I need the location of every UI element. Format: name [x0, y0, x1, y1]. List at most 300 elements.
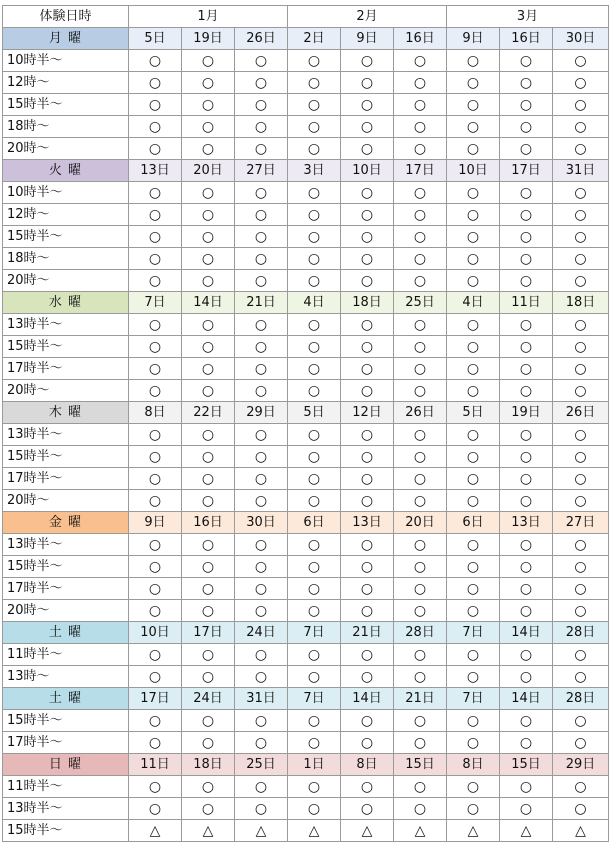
weekday-label: 土 曜 — [3, 622, 129, 644]
availability-mark: ○ — [394, 468, 447, 490]
day-row — [3, 512, 609, 534]
time-slot-label: 11時半～ — [3, 776, 129, 798]
time-slot-label: 15時半～ — [3, 446, 129, 468]
date-cell: 6日 — [447, 512, 500, 534]
availability-mark: ○ — [235, 94, 288, 116]
availability-mark: ○ — [394, 666, 447, 688]
time-slot-row — [3, 820, 609, 842]
availability-mark: ○ — [553, 776, 609, 798]
availability-mark: ○ — [235, 798, 288, 820]
availability-mark: ○ — [129, 556, 182, 578]
availability-mark: ○ — [447, 336, 500, 358]
availability-mark: ○ — [129, 94, 182, 116]
availability-mark: ○ — [447, 138, 500, 160]
availability-mark: ○ — [235, 248, 288, 270]
time-slot-row — [3, 72, 609, 94]
availability-mark: ○ — [447, 710, 500, 732]
date-cell: 28日 — [553, 622, 609, 644]
availability-mark: ○ — [129, 732, 182, 754]
date-cell: 25日 — [394, 292, 447, 314]
availability-mark: ○ — [341, 424, 394, 446]
availability-mark: ○ — [235, 776, 288, 798]
availability-mark: ○ — [500, 270, 553, 292]
availability-mark: △ — [235, 820, 288, 842]
availability-mark: ○ — [129, 446, 182, 468]
availability-mark: ○ — [500, 358, 553, 380]
availability-mark: ○ — [129, 182, 182, 204]
availability-mark: ○ — [341, 182, 394, 204]
availability-mark: ○ — [341, 204, 394, 226]
date-cell: 21日 — [235, 292, 288, 314]
date-cell: 30日 — [553, 28, 609, 50]
time-slot-label: 11時半～ — [3, 644, 129, 666]
availability-mark: ○ — [341, 248, 394, 270]
time-slot-row — [3, 534, 609, 556]
availability-mark: ○ — [447, 116, 500, 138]
month-header-mar: 3月 — [447, 6, 609, 28]
availability-mark: ○ — [129, 424, 182, 446]
availability-mark: ○ — [288, 490, 341, 512]
availability-mark: ○ — [235, 644, 288, 666]
time-slot-row — [3, 600, 609, 622]
date-cell: 27日 — [235, 160, 288, 182]
availability-mark: ○ — [447, 380, 500, 402]
availability-mark: ○ — [394, 336, 447, 358]
time-slot-row — [3, 116, 609, 138]
availability-mark: ○ — [341, 94, 394, 116]
availability-mark: ○ — [235, 732, 288, 754]
availability-mark: ○ — [341, 72, 394, 94]
date-cell: 25日 — [235, 754, 288, 776]
date-cell: 8日 — [447, 754, 500, 776]
availability-mark: ○ — [182, 314, 235, 336]
availability-mark: ○ — [182, 204, 235, 226]
availability-mark: ○ — [500, 424, 553, 446]
availability-mark: ○ — [553, 182, 609, 204]
availability-mark: ○ — [288, 138, 341, 160]
header-row — [3, 6, 609, 28]
availability-mark: ○ — [129, 534, 182, 556]
availability-mark: ○ — [500, 380, 553, 402]
availability-mark: ○ — [394, 732, 447, 754]
time-slot-row — [3, 666, 609, 688]
availability-mark: ○ — [500, 204, 553, 226]
time-slot-label: 17時半～ — [3, 358, 129, 380]
time-slot-row — [3, 50, 609, 72]
availability-mark: ○ — [235, 556, 288, 578]
availability-mark: ○ — [553, 600, 609, 622]
date-cell: 4日 — [288, 292, 341, 314]
day-row — [3, 754, 609, 776]
availability-mark: ○ — [553, 138, 609, 160]
availability-mark: ○ — [394, 424, 447, 446]
availability-mark: ○ — [129, 72, 182, 94]
date-cell: 21日 — [341, 622, 394, 644]
availability-mark: ○ — [447, 72, 500, 94]
availability-mark: ○ — [553, 644, 609, 666]
availability-mark: ○ — [288, 600, 341, 622]
availability-mark: ○ — [129, 270, 182, 292]
availability-mark: ○ — [288, 72, 341, 94]
availability-mark: △ — [288, 820, 341, 842]
month-header-feb: 2月 — [288, 6, 447, 28]
availability-mark: ○ — [394, 50, 447, 72]
date-cell: 8日 — [129, 402, 182, 424]
availability-mark: ○ — [182, 50, 235, 72]
availability-mark: ○ — [341, 666, 394, 688]
availability-mark: ○ — [235, 490, 288, 512]
availability-mark: ○ — [394, 578, 447, 600]
schedule-table — [2, 5, 609, 842]
availability-mark: ○ — [182, 600, 235, 622]
date-cell: 7日 — [129, 292, 182, 314]
availability-mark: ○ — [288, 116, 341, 138]
availability-mark: ○ — [394, 358, 447, 380]
availability-mark: ○ — [500, 666, 553, 688]
availability-mark: ○ — [500, 644, 553, 666]
date-cell: 16日 — [394, 28, 447, 50]
availability-mark: ○ — [129, 358, 182, 380]
availability-mark: ○ — [182, 534, 235, 556]
availability-mark: ○ — [182, 578, 235, 600]
availability-mark: ○ — [447, 424, 500, 446]
availability-mark: ○ — [182, 666, 235, 688]
availability-mark: ○ — [447, 94, 500, 116]
date-cell: 9日 — [341, 28, 394, 50]
availability-mark: ○ — [500, 468, 553, 490]
date-cell: 14日 — [341, 688, 394, 710]
availability-mark: ○ — [447, 314, 500, 336]
availability-mark: ○ — [288, 204, 341, 226]
date-cell: 5日 — [129, 28, 182, 50]
date-cell: 22日 — [182, 402, 235, 424]
availability-mark: ○ — [288, 446, 341, 468]
availability-mark: ○ — [288, 94, 341, 116]
availability-mark: ○ — [500, 314, 553, 336]
availability-mark: ○ — [394, 226, 447, 248]
time-slot-row — [3, 380, 609, 402]
date-cell: 24日 — [182, 688, 235, 710]
availability-mark: ○ — [394, 248, 447, 270]
date-cell: 10日 — [447, 160, 500, 182]
availability-mark: ○ — [341, 226, 394, 248]
availability-mark: ○ — [394, 138, 447, 160]
availability-mark: ○ — [288, 336, 341, 358]
availability-mark: ○ — [182, 182, 235, 204]
availability-mark: ○ — [288, 270, 341, 292]
time-slot-row — [3, 336, 609, 358]
availability-mark: ○ — [447, 490, 500, 512]
availability-mark: ○ — [553, 732, 609, 754]
availability-mark: ○ — [129, 336, 182, 358]
date-cell: 6日 — [288, 512, 341, 534]
date-cell: 29日 — [235, 402, 288, 424]
time-slot-label: 18時～ — [3, 248, 129, 270]
date-cell: 24日 — [235, 622, 288, 644]
availability-mark: ○ — [129, 666, 182, 688]
availability-mark: ○ — [500, 226, 553, 248]
availability-mark: ○ — [129, 248, 182, 270]
corner-label: 体験日時 — [3, 6, 129, 28]
availability-mark: ○ — [288, 358, 341, 380]
availability-mark: ○ — [129, 50, 182, 72]
availability-mark: ○ — [394, 534, 447, 556]
availability-mark: ○ — [500, 490, 553, 512]
availability-mark: ○ — [235, 270, 288, 292]
availability-mark: ○ — [288, 226, 341, 248]
time-slot-row — [3, 94, 609, 116]
availability-mark: ○ — [394, 798, 447, 820]
date-cell: 20日 — [182, 160, 235, 182]
date-cell: 30日 — [235, 512, 288, 534]
availability-mark: ○ — [553, 270, 609, 292]
availability-mark: ○ — [288, 732, 341, 754]
availability-mark: ○ — [553, 50, 609, 72]
time-slot-label: 17時半～ — [3, 732, 129, 754]
availability-mark: ○ — [288, 424, 341, 446]
availability-mark: ○ — [129, 380, 182, 402]
availability-mark: ○ — [500, 182, 553, 204]
availability-mark: ○ — [553, 204, 609, 226]
availability-mark: ○ — [500, 138, 553, 160]
time-slot-label: 12時～ — [3, 72, 129, 94]
availability-mark: ○ — [553, 534, 609, 556]
availability-mark: ○ — [182, 336, 235, 358]
availability-mark: △ — [500, 820, 553, 842]
availability-mark: ○ — [288, 578, 341, 600]
availability-mark: ○ — [288, 666, 341, 688]
date-cell: 11日 — [500, 292, 553, 314]
time-slot-label: 17時半～ — [3, 468, 129, 490]
availability-mark: ○ — [129, 710, 182, 732]
availability-mark: ○ — [182, 116, 235, 138]
availability-mark: ○ — [447, 666, 500, 688]
availability-mark: ○ — [288, 798, 341, 820]
availability-mark: ○ — [500, 248, 553, 270]
availability-mark: ○ — [182, 798, 235, 820]
availability-mark: ○ — [394, 116, 447, 138]
availability-mark: ○ — [341, 644, 394, 666]
date-cell: 5日 — [288, 402, 341, 424]
time-slot-row — [3, 204, 609, 226]
availability-mark: ○ — [500, 776, 553, 798]
weekday-label: 水 曜 — [3, 292, 129, 314]
availability-mark: ○ — [447, 644, 500, 666]
date-cell: 18日 — [341, 292, 394, 314]
availability-mark: ○ — [447, 226, 500, 248]
availability-mark: ○ — [288, 644, 341, 666]
availability-mark: ○ — [235, 666, 288, 688]
availability-mark: ○ — [447, 204, 500, 226]
availability-mark: ○ — [182, 248, 235, 270]
availability-mark: ○ — [182, 94, 235, 116]
availability-mark: ○ — [235, 116, 288, 138]
time-slot-row — [3, 468, 609, 490]
availability-mark: ○ — [235, 424, 288, 446]
day-row — [3, 160, 609, 182]
availability-mark: ○ — [447, 182, 500, 204]
day-row — [3, 28, 609, 50]
date-cell: 16日 — [182, 512, 235, 534]
availability-mark: ○ — [500, 578, 553, 600]
date-cell: 14日 — [500, 688, 553, 710]
time-slot-label: 20時～ — [3, 380, 129, 402]
availability-mark: ○ — [447, 270, 500, 292]
weekday-label: 火 曜 — [3, 160, 129, 182]
date-cell: 10日 — [129, 622, 182, 644]
time-slot-row — [3, 578, 609, 600]
availability-mark: ○ — [235, 50, 288, 72]
availability-mark: ○ — [182, 380, 235, 402]
time-slot-label: 15時半～ — [3, 710, 129, 732]
availability-mark: ○ — [235, 358, 288, 380]
date-cell: 14日 — [182, 292, 235, 314]
date-cell: 18日 — [182, 754, 235, 776]
availability-mark: ○ — [182, 644, 235, 666]
date-cell: 27日 — [553, 512, 609, 534]
time-slot-row — [3, 358, 609, 380]
availability-mark: ○ — [394, 270, 447, 292]
date-cell: 7日 — [288, 688, 341, 710]
date-cell: 29日 — [553, 754, 609, 776]
date-cell: 17日 — [182, 622, 235, 644]
availability-mark: ○ — [394, 182, 447, 204]
availability-mark: ○ — [394, 600, 447, 622]
availability-mark: ○ — [182, 72, 235, 94]
date-cell: 10日 — [341, 160, 394, 182]
availability-mark: ○ — [553, 578, 609, 600]
date-cell: 14日 — [500, 622, 553, 644]
weekday-label: 日 曜 — [3, 754, 129, 776]
availability-mark: △ — [182, 820, 235, 842]
time-slot-label: 20時～ — [3, 138, 129, 160]
date-cell: 31日 — [235, 688, 288, 710]
availability-mark: ○ — [553, 424, 609, 446]
availability-mark: ○ — [129, 644, 182, 666]
availability-mark: ○ — [500, 94, 553, 116]
availability-mark: ○ — [288, 556, 341, 578]
time-slot-label: 12時～ — [3, 204, 129, 226]
availability-mark: △ — [341, 820, 394, 842]
time-slot-row — [3, 710, 609, 732]
date-cell: 7日 — [447, 622, 500, 644]
availability-mark: △ — [394, 820, 447, 842]
availability-mark: ○ — [500, 446, 553, 468]
availability-mark: △ — [129, 820, 182, 842]
time-slot-label: 13時～ — [3, 666, 129, 688]
date-cell: 3日 — [288, 160, 341, 182]
time-slot-label: 15時半～ — [3, 226, 129, 248]
availability-mark: ○ — [235, 468, 288, 490]
availability-mark: ○ — [129, 116, 182, 138]
availability-mark: ○ — [500, 710, 553, 732]
date-cell: 19日 — [500, 402, 553, 424]
availability-mark: ○ — [447, 578, 500, 600]
availability-mark: ○ — [553, 666, 609, 688]
availability-mark: ○ — [235, 600, 288, 622]
date-cell: 12日 — [341, 402, 394, 424]
availability-mark: ○ — [182, 270, 235, 292]
time-slot-label: 13時半～ — [3, 314, 129, 336]
availability-mark: ○ — [341, 138, 394, 160]
availability-mark: ○ — [447, 776, 500, 798]
day-row — [3, 622, 609, 644]
availability-mark: ○ — [235, 182, 288, 204]
availability-mark: ○ — [182, 490, 235, 512]
availability-mark: ○ — [182, 732, 235, 754]
availability-mark: ○ — [500, 336, 553, 358]
date-cell: 8日 — [341, 754, 394, 776]
availability-mark: ○ — [341, 578, 394, 600]
date-cell: 11日 — [129, 754, 182, 776]
availability-mark: ○ — [500, 116, 553, 138]
date-cell: 16日 — [500, 28, 553, 50]
time-slot-label: 15時半～ — [3, 336, 129, 358]
date-cell: 15日 — [500, 754, 553, 776]
availability-mark: ○ — [182, 424, 235, 446]
availability-mark: ○ — [182, 138, 235, 160]
availability-mark: ○ — [341, 358, 394, 380]
availability-mark: ○ — [553, 226, 609, 248]
availability-mark: ○ — [288, 468, 341, 490]
availability-mark: ○ — [129, 226, 182, 248]
availability-mark: ○ — [182, 468, 235, 490]
time-slot-row — [3, 270, 609, 292]
day-row — [3, 402, 609, 424]
time-slot-label: 10時半～ — [3, 182, 129, 204]
availability-mark: ○ — [288, 710, 341, 732]
time-slot-row — [3, 248, 609, 270]
availability-mark: ○ — [553, 314, 609, 336]
availability-mark: ○ — [394, 556, 447, 578]
availability-mark: ○ — [394, 204, 447, 226]
day-row — [3, 688, 609, 710]
availability-mark: ○ — [288, 182, 341, 204]
date-cell: 28日 — [394, 622, 447, 644]
availability-mark: ○ — [394, 710, 447, 732]
time-slot-label: 17時半～ — [3, 578, 129, 600]
time-slot-label: 13時半～ — [3, 534, 129, 556]
availability-mark: ○ — [341, 336, 394, 358]
date-cell: 17日 — [394, 160, 447, 182]
time-slot-row — [3, 138, 609, 160]
availability-mark: ○ — [129, 798, 182, 820]
availability-mark: ○ — [129, 578, 182, 600]
date-cell: 15日 — [394, 754, 447, 776]
date-cell: 2日 — [288, 28, 341, 50]
availability-mark: ○ — [341, 798, 394, 820]
date-cell: 5日 — [447, 402, 500, 424]
availability-mark: ○ — [553, 446, 609, 468]
time-slot-row — [3, 226, 609, 248]
availability-mark: ○ — [129, 138, 182, 160]
availability-mark: ○ — [553, 116, 609, 138]
availability-mark: ○ — [288, 50, 341, 72]
month-header-jan: 1月 — [129, 6, 288, 28]
availability-mark: ○ — [447, 248, 500, 270]
availability-mark: ○ — [129, 204, 182, 226]
weekday-label: 月 曜 — [3, 28, 129, 50]
availability-mark: ○ — [500, 72, 553, 94]
availability-mark: ○ — [394, 72, 447, 94]
availability-mark: ○ — [235, 534, 288, 556]
availability-mark: ○ — [341, 490, 394, 512]
date-cell: 26日 — [235, 28, 288, 50]
availability-mark: ○ — [341, 556, 394, 578]
time-slot-label: 15時半～ — [3, 556, 129, 578]
availability-mark: ○ — [394, 314, 447, 336]
time-slot-row — [3, 732, 609, 754]
